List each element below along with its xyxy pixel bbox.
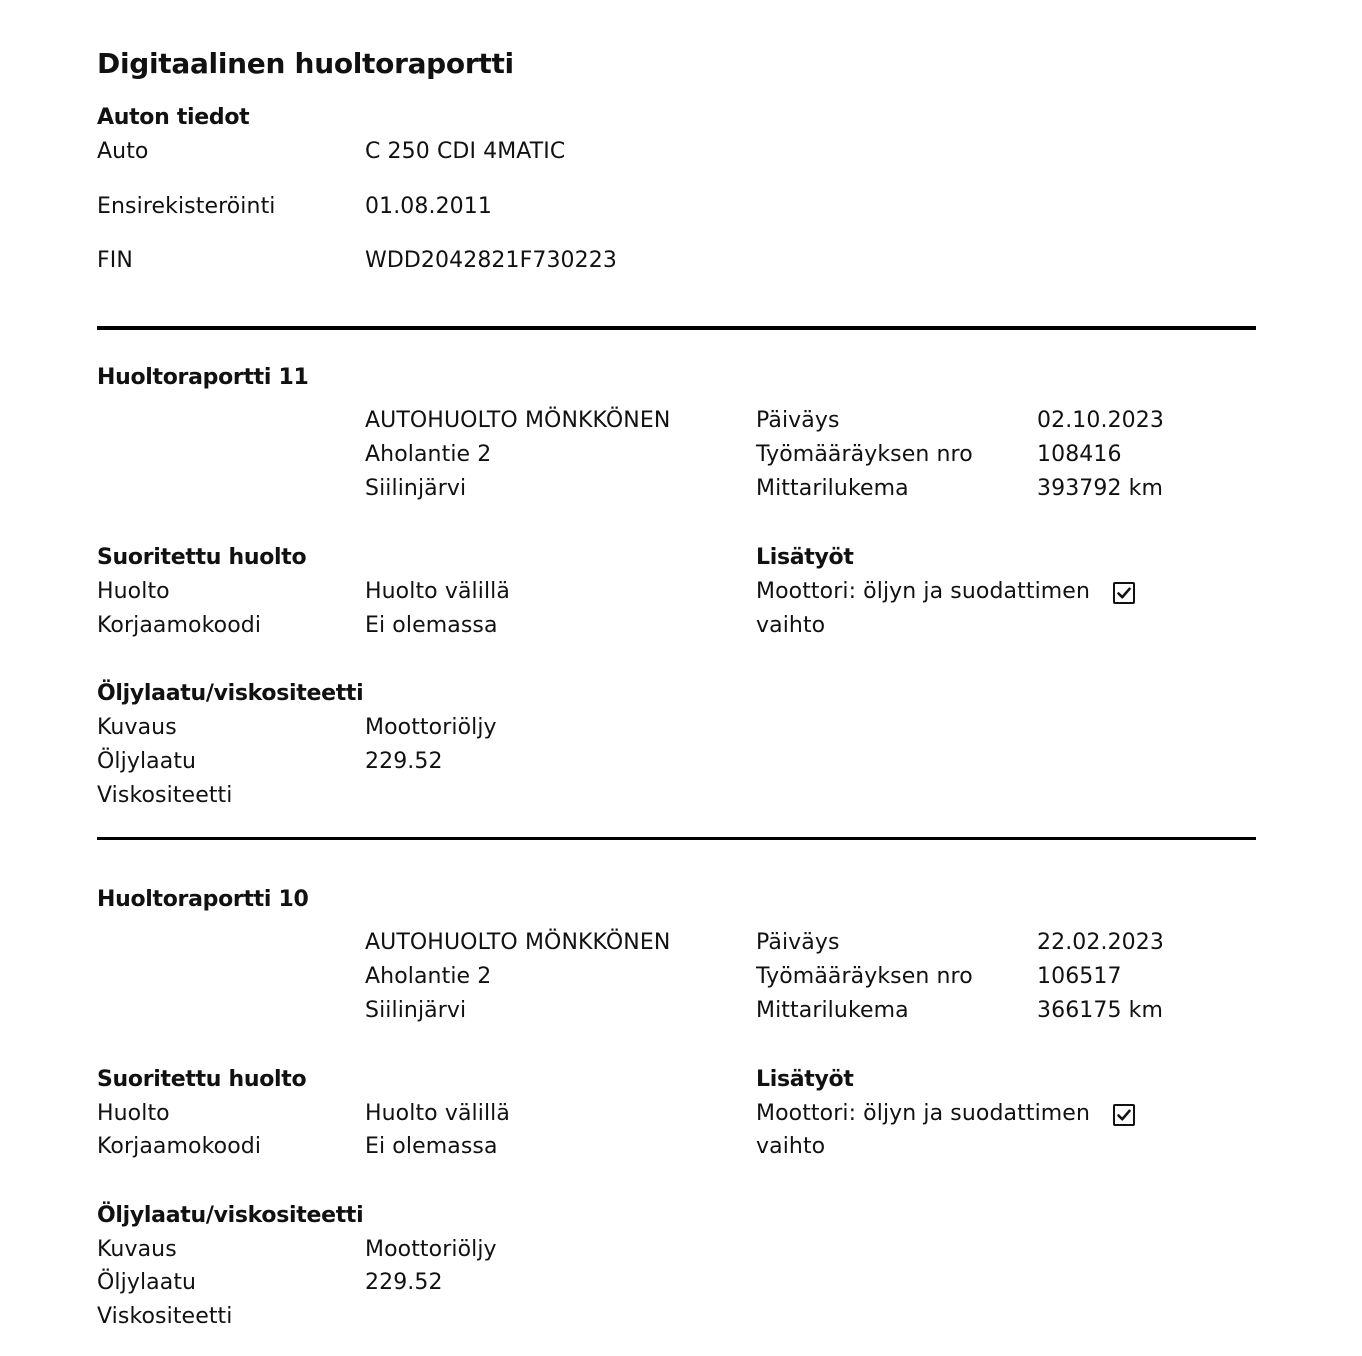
extra-work-item: Moottori: öljyn ja suodattimen (756, 1101, 1090, 1126)
checkmark-icon (1116, 585, 1132, 601)
workshop-city: Siilinjärvi (365, 476, 467, 501)
service-heading: Suoritettu huolto (97, 545, 307, 570)
viscosity-label: Viskositeetti (97, 783, 233, 808)
service-type-value: Huolto välillä (365, 579, 510, 604)
workshop-name: AUTOHUOLTO MÖNKKÖNEN (365, 408, 671, 433)
extra-work-heading: Lisätyöt (756, 545, 854, 570)
oil-heading: Öljylaatu/viskositeetti (97, 681, 364, 706)
report-heading: Huoltoraportti 11 (97, 365, 309, 390)
service-type-label: Huolto (97, 1101, 170, 1126)
service-type-value: Huolto välillä (365, 1101, 510, 1126)
workshop-code-value: Ei olemassa (365, 613, 498, 638)
workshop-address: Aholantie 2 (365, 442, 492, 467)
extra-work-checkbox (1113, 582, 1135, 604)
odometer-label: Mittarilukema (756, 476, 909, 501)
workshop-city: Siilinjärvi (365, 998, 467, 1023)
vin-label: FIN (97, 248, 133, 273)
workshop-code-label: Korjaamokoodi (97, 613, 262, 638)
report-heading: Huoltoraportti 10 (97, 887, 309, 912)
oil-quality-value: 229.52 (365, 1270, 443, 1295)
service-heading: Suoritettu huolto (97, 1067, 307, 1092)
date-value: 22.02.2023 (1037, 930, 1164, 955)
workshop-code-value: Ei olemassa (365, 1134, 498, 1159)
oil-description-value: Moottoriöljy (365, 1237, 497, 1262)
car-model-label: Auto (97, 139, 149, 164)
oil-description-value: Moottoriöljy (365, 715, 497, 740)
oil-description-label: Kuvaus (97, 715, 177, 740)
extra-work-item-continued: vaihto (756, 1134, 826, 1159)
workshop-address: Aholantie 2 (365, 964, 492, 989)
work-order-value: 106517 (1037, 964, 1122, 989)
checkmark-icon (1116, 1107, 1132, 1123)
oil-quality-label: Öljylaatu (97, 1270, 197, 1295)
workshop-code-label: Korjaamokoodi (97, 1134, 262, 1159)
viscosity-label: Viskositeetti (97, 1304, 233, 1329)
service-type-label: Huolto (97, 579, 170, 604)
extra-work-checkbox (1113, 1104, 1135, 1126)
odometer-label: Mittarilukema (756, 998, 909, 1023)
oil-description-label: Kuvaus (97, 1237, 177, 1262)
odometer-value: 366175 km (1037, 998, 1164, 1023)
oil-quality-value: 229.52 (365, 749, 443, 774)
workshop-name: AUTOHUOLTO MÖNKKÖNEN (365, 930, 671, 955)
first-registration-value: 01.08.2011 (365, 194, 492, 219)
work-order-value: 108416 (1037, 442, 1122, 467)
date-label: Päiväys (756, 930, 840, 955)
section-divider (97, 326, 1256, 330)
work-order-label: Työmääräyksen nro (756, 442, 973, 467)
extra-work-item: Moottori: öljyn ja suodattimen (756, 579, 1090, 604)
date-value: 02.10.2023 (1037, 408, 1164, 433)
oil-quality-label: Öljylaatu (97, 749, 197, 774)
date-label: Päiväys (756, 408, 840, 433)
section-divider (97, 837, 1256, 840)
vin-value: WDD2042821F730223 (365, 248, 617, 273)
page-title: Digitaalinen huoltoraportti (97, 47, 514, 80)
extra-work-item-continued: vaihto (756, 613, 826, 638)
car-info-heading: Auton tiedot (97, 105, 250, 130)
odometer-value: 393792 km (1037, 476, 1164, 501)
car-model-value: C 250 CDI 4MATIC (365, 139, 566, 164)
extra-work-heading: Lisätyöt (756, 1067, 854, 1092)
first-registration-label: Ensirekisteröinti (97, 194, 276, 219)
work-order-label: Työmääräyksen nro (756, 964, 973, 989)
oil-heading: Öljylaatu/viskositeetti (97, 1203, 364, 1228)
